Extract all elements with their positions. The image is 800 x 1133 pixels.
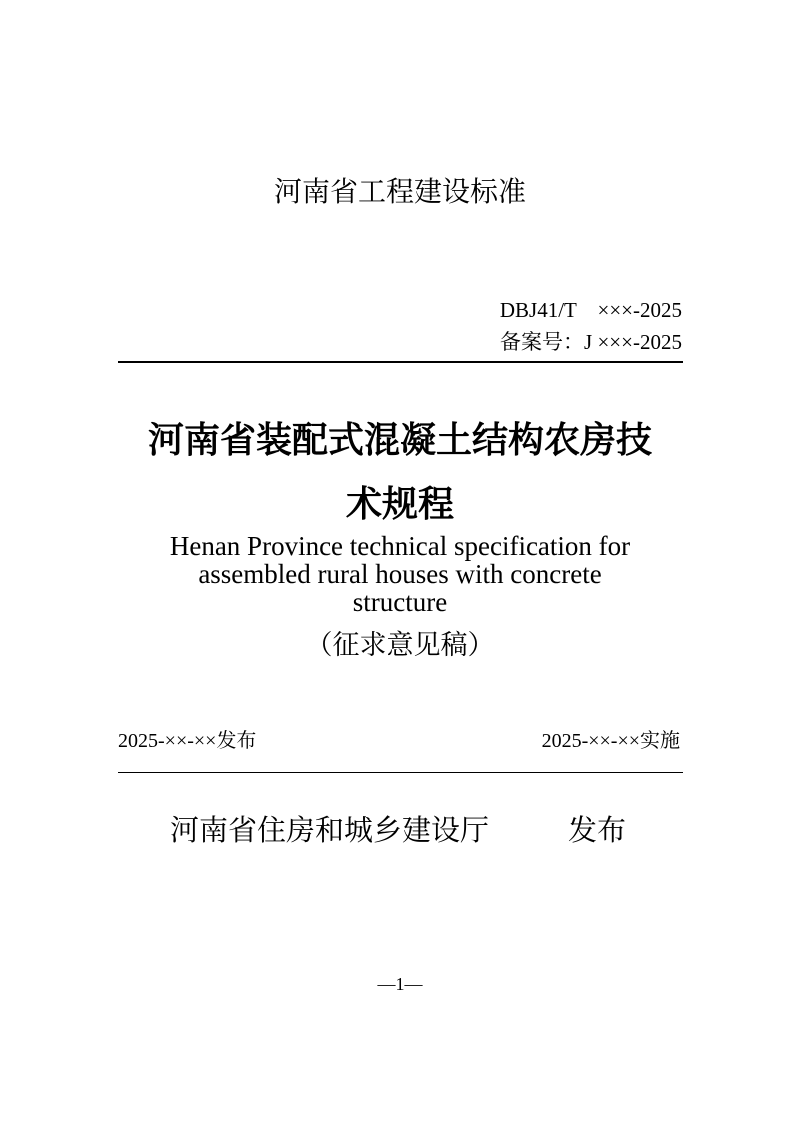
implement-date: 2025-××-××实施 bbox=[541, 730, 680, 752]
document-title bbox=[100, 408, 700, 536]
english-title bbox=[100, 532, 700, 616]
standard-series-heading: 河南省工程建设标准 bbox=[273, 176, 526, 207]
english-title-line: structure bbox=[352, 587, 448, 617]
page-number: —1— bbox=[377, 974, 423, 994]
publish-date: 2025-××-××发布 bbox=[118, 730, 257, 752]
issuing-authority: 河南省住房和城乡建设厅 bbox=[170, 815, 490, 847]
standard-code-block bbox=[500, 294, 682, 358]
title-line: 术规程 bbox=[345, 483, 454, 524]
record-number: 备案号：J ×××-2025 bbox=[500, 330, 682, 354]
issue-label: 发布 bbox=[568, 815, 627, 847]
standard-number: DBJ41/T ×××-2025 bbox=[499, 298, 682, 322]
title-line: 河南省装配式混凝土结构农房技 bbox=[147, 419, 652, 460]
divider bbox=[118, 772, 683, 773]
draft-label: （征求意见稿） bbox=[305, 630, 495, 660]
divider bbox=[118, 361, 683, 363]
english-title-line: assembled rural houses with concrete bbox=[198, 559, 602, 589]
english-title-line: Henan Province technical specification for bbox=[169, 531, 631, 561]
